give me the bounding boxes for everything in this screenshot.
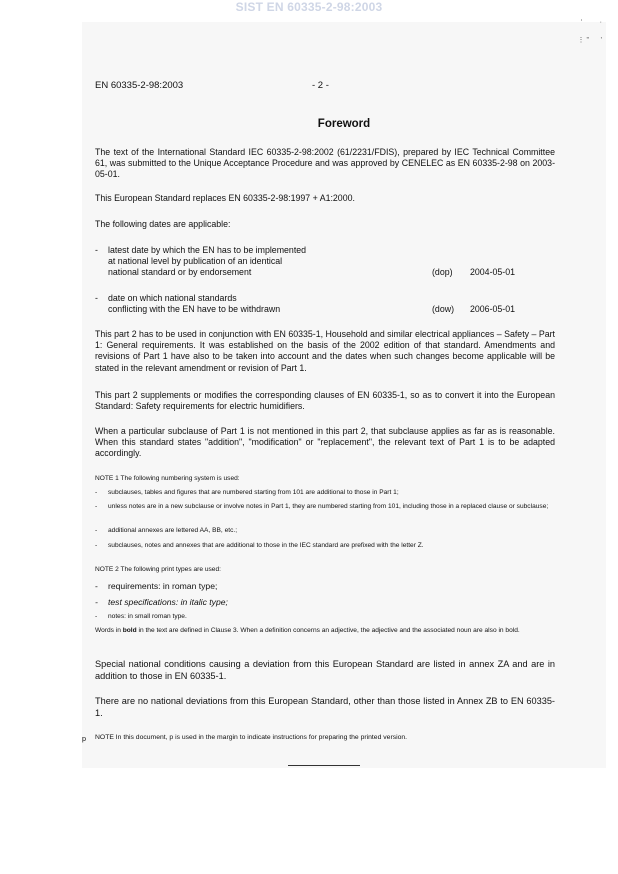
paragraph-replaces: This European Standard replaces EN 60335-2-98:1997 + A1:2000.: [95, 193, 355, 203]
document-id: EN 60335-2-98:2003: [95, 80, 184, 91]
margin-marker-p: p: [82, 734, 86, 743]
paragraph-conjunction: This part 2 has to be used in conjunction with EN 60335-1, Household and similar electrical appliances – Safety – Part 1: General requirements. It was established on the basis of the 2002 edition of that standard. Amendments and revisions of Part 1 have also to be taken into account and the dates when such changes become applicable will be stated in the relevant amendment or revision of Part 1.: [95, 329, 555, 373]
footnote-note: NOTE In this document, p is used in the margin to indicate instructions for preparing the printed version.: [95, 734, 408, 741]
paragraph-subclause: When a particular subclause of Part 1 is not mentioned in this part 2, that subclause applies as far as is reasonable. When this standard states "addition", "modification" or "replacement", the relevant text of Part 1 is to be adapted accordingly.: [95, 426, 555, 459]
note1-heading: NOTE 1 The following numbering system is used:: [95, 475, 240, 482]
page-number: - 2 -: [312, 80, 329, 91]
paragraph-intro: The text of the International Standard IEC 60335-2-98:2002 (61/2231/FDIS), prepared by IEC Technical Committee 61, was submitted to the Unique Acceptance Procedure and was approved by CENELEC as EN 60335-2-98 on 2003-05-01.: [95, 147, 555, 180]
paragraph-supplements: This part 2 supplements or modifies the corresponding clauses of EN 60335-1, so as to convert it into the European Standard: Safety requirements for electric humidifiers.: [95, 390, 555, 412]
dates-code-dow: (dow): [432, 304, 454, 314]
dates-item-line: at national level by publication of an identical: [108, 256, 283, 267]
dates-item-line: national standard or by endorsement: [108, 267, 252, 278]
end-rule: [288, 765, 360, 766]
page-title: Foreword: [317, 118, 371, 130]
note2-heading: NOTE 2 The following print types are used:: [95, 566, 221, 573]
note2-bold-definition: Words in bold in the text are defined in Clause 3. When a definition concerns an adjective, the adjective and the associated noun are also in bold.: [95, 627, 520, 634]
paragraph-special-conditions: Special national conditions causing a deviation from this European Standard are listed in annex ZA and are in addition to those in EN 60335-1.: [95, 659, 555, 681]
dates-item-line: date on which national standards: [108, 293, 237, 303]
dates-item-line: conflicting with the EN have to be withdrawn: [108, 304, 281, 315]
dates-code-dop: (dop): [432, 267, 453, 277]
dates-item-line: latest date by which the EN has to be implemented: [108, 245, 307, 255]
dates-value-dow: 2006-05-01: [470, 304, 515, 314]
scan-specks: ‘ · ⋮ ” ’: [577, 19, 602, 44]
watermark: SIST EN 60335-2-98:2003: [235, 0, 383, 14]
dates-value-dop: 2004-05-01: [470, 267, 515, 277]
paragraph-dates-intro: The following dates are applicable:: [95, 219, 231, 229]
paragraph-national-deviations: There are no national deviations from this European Standard, other than those listed in Annex ZB to EN 60335-1.: [95, 696, 555, 718]
